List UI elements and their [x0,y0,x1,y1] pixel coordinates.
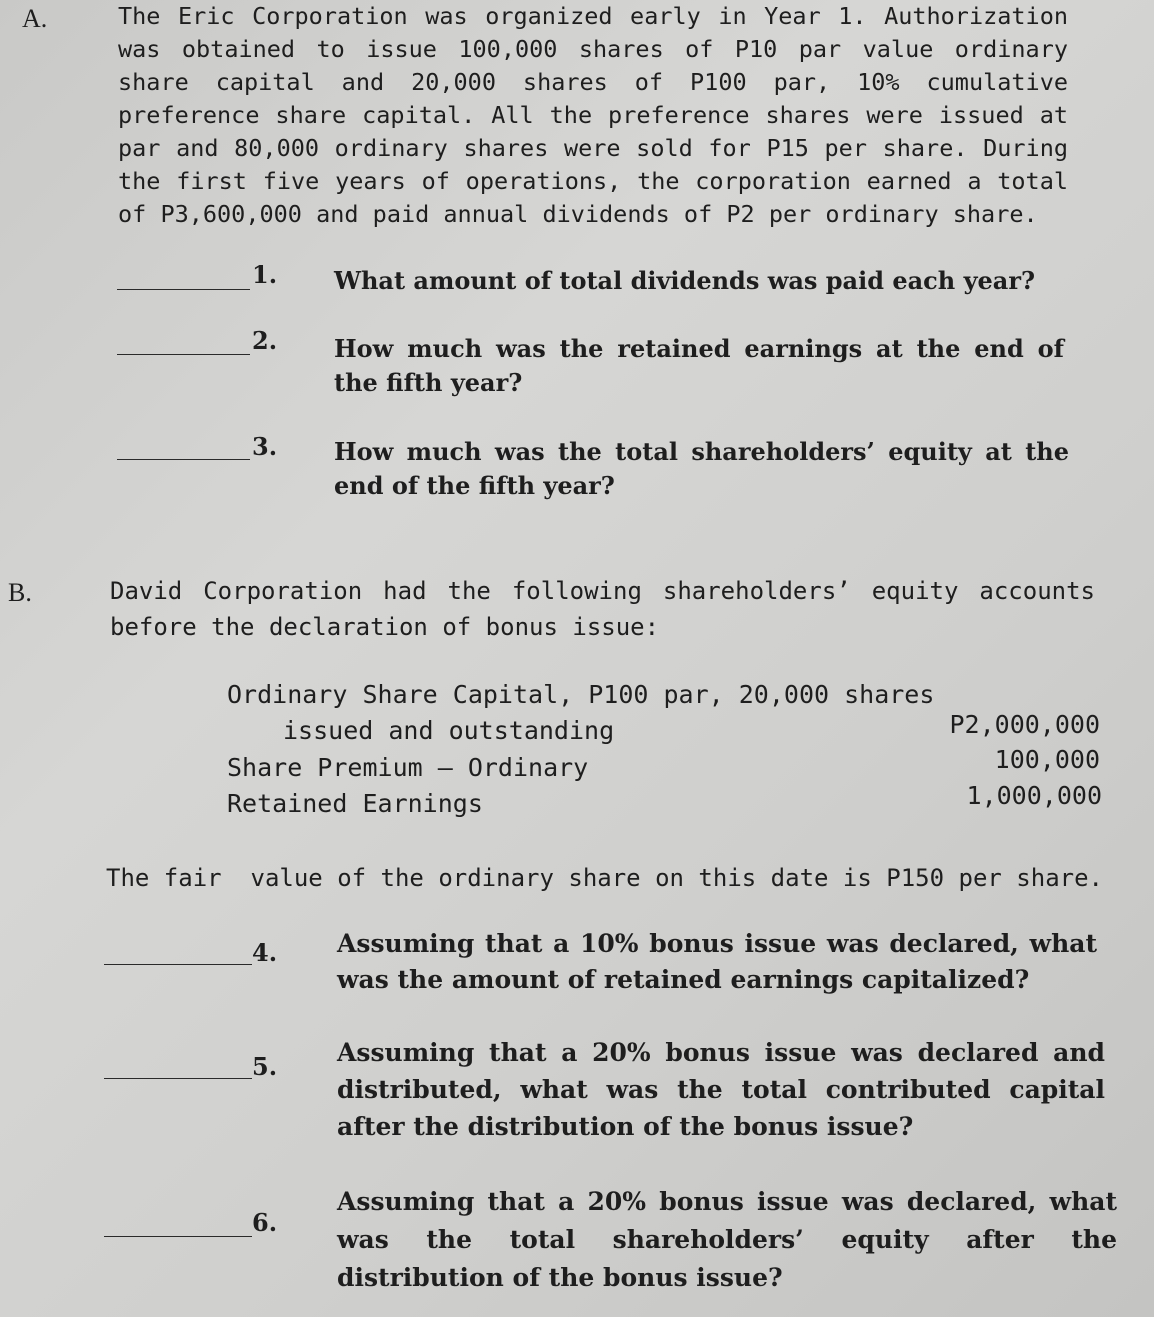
section-a-label: A. [22,4,48,33]
answer-blank-6[interactable] [104,1236,252,1237]
question-text: Assuming that a 20% bonus issue was declared and distributed, what was the total contributed capital after the distribution of the bonus issue? [337,1038,1105,1141]
account-name: Retained Earnings [227,789,483,818]
section-b-label: B. [8,578,32,607]
question-text: How much was the total shareholders’ equity at the end of the fifth year? [334,437,1069,500]
question-number: 1. [252,260,278,289]
account-amount: 1,000,000 [966,781,1102,810]
section-b-intro: David Corporation had the following shareholders’ equity accounts before the declaration of bonus issue: [110,577,1095,641]
answer-blank-4[interactable] [104,964,252,965]
question-text: What amount of total dividends was paid each year? [334,266,1036,295]
account-amount: P2,000,000 [949,710,1100,739]
answer-blank-1[interactable] [117,289,250,290]
question-number: 2. [252,326,278,355]
question-number: 4. [252,938,278,967]
answer-blank-3[interactable] [117,459,250,460]
answer-blank-5[interactable] [104,1078,252,1079]
answer-blank-2[interactable] [117,354,250,355]
question-number: 6. [252,1208,278,1237]
account-name: Share Premium – Ordinary [227,753,589,782]
question-text: Assuming that a 10% bonus issue was declared, what was the amount of retained earnings capitalized? [337,929,1097,994]
question-number: 5. [252,1052,278,1081]
fair-value-note: The fair value of the ordinary share on this date is P150 per share. [106,864,1103,892]
question-text: How much was the retained earnings at the end of the fifth year? [334,334,1064,397]
section-a-paragraph: The Eric Corporation was organized early in Year 1. Authorization was obtained to issue 100,000 shares of P10 par value ordinary share capital and 20,000 shares of P100 par, 10% cumulative preference share capital. All the preference shares were issued at par and 80,000 ordinary shares were sold for P15 per share. During the first five years of operations, the corporation earned a total of P3,600,000 and paid annual dividends of P2 per ordinary share. [118,2,1068,228]
question-text: Assuming that a 20% bonus issue was declared, what was the total shareholders’ equity after the distribution of the bonus issue? [337,1187,1117,1292]
account-name-continued: issued and outstanding [283,716,615,745]
question-number: 3. [252,432,278,461]
account-name: Ordinary Share Capital, P100 par, 20,000 shares [227,680,935,709]
account-amount: 100,000 [994,745,1100,774]
